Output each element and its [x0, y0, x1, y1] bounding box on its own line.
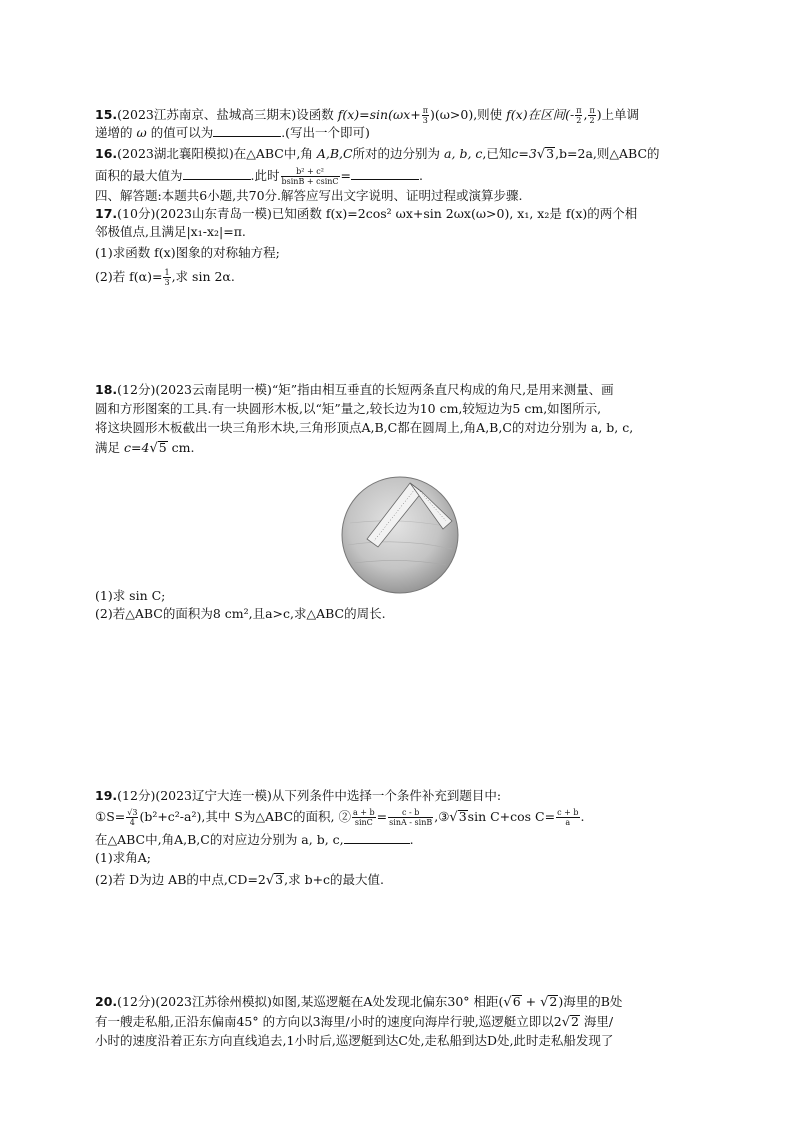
- q15-line1: 15.(2023江苏南京、盐城高三期末)设函数 f(x)=sin(ωx+ $\frac{\pi}{3}$ )(ω>0),则使 f(x)在区间(- $\frac{\pi}{2}$ , $\frac{\pi}{2}$ )上单调: [95, 106, 640, 125]
- q18-part2: (2)若△ABC的面积为8 cm²,且a>c,求△ABC的周长.: [95, 606, 386, 621]
- q19-condition-blank[interactable]: [344, 831, 410, 844]
- q15-line2: 递增的 ω 的值可以为 .(写出一个即可): [95, 125, 370, 140]
- q18-line3: 将这块圆形木板截出一块三角形木块,三角形顶点A,B,C都在圆周上,角A,B,C的对边分别为 a, b, c,: [95, 420, 634, 435]
- q16-fraction: $\frac{\text{b² + c²}}{bsinB + csinC}$: [281, 167, 339, 186]
- q16-line2: 面积的最大值为 .此时 $\frac{\text{b² + c²}}{bsinB + csinC}$ = .: [95, 167, 423, 186]
- q19-line1: 19.(12分)(2023辽宁大连一模)从下列条件中选择一个条件补充到题目中:: [95, 788, 502, 803]
- q20-line3: 小时的速度沿着正东方向直线追去,1小时后,巡逻艇到达C处,走私船到达D处,此时走私船发现了: [95, 1033, 614, 1048]
- q16-answer-blank-1[interactable]: [183, 167, 251, 180]
- q19-line3: 在△ABC中,角A,B,C的对应边分别为 a, b, c, .: [95, 832, 414, 847]
- q19-number: 19.: [95, 788, 118, 803]
- q17-line2: 邻极值点,且满足|x₁-x₂|=π.: [95, 224, 246, 239]
- q18-line4: 满足 c=4√5 cm.: [95, 440, 195, 456]
- circular-board-with-carpenter-square-image: [340, 475, 460, 595]
- q15-answer-blank[interactable]: [213, 124, 281, 137]
- section-4-heading: 四、解答题:本题共6小题,共70分.解答应写出文字说明、证明过程或演算步骤.: [95, 188, 523, 203]
- q17-line1: 17.(10分)(2023山东青岛一模)已知函数 f(x)=2cos² ωx+sin 2ωx(ω>0), x₁, x₂是 f(x)的两个相: [95, 206, 638, 221]
- q20-number: 20.: [95, 994, 118, 1009]
- q20-line1: 20.(12分)(2023江苏徐州模拟)如图,某巡逻艇在A处发现北偏东30° 相距(√6 + √2)海里的B处: [95, 994, 623, 1010]
- q16-answer-blank-2[interactable]: [351, 167, 419, 180]
- q19-part2: (2)若 D为边 AB的中点,CD=2√3,求 b+c的最大值.: [95, 872, 385, 888]
- q18-part1: (1)求 sin C;: [95, 588, 166, 603]
- q18-line1: 18.(12分)(2023云南昆明一模)“矩”指由相互垂直的长短两条直尺构成的角尺,是用来测量、画: [95, 382, 614, 397]
- q20-line2: 有一艘走私船,正沿东偏南45° 的方向以3海里/小时的速度向海岸行驶,巡逻艇立即以2√2 海里/: [95, 1014, 614, 1030]
- q17-part1: (1)求函数 f(x)图象的对称轴方程;: [95, 245, 280, 260]
- q17-part2: (2)若 f(α)= $\frac{1}{3}$ ,求 sin 2α.: [95, 268, 235, 287]
- q16-line1: 16.(2023湖北襄阳模拟)在△ABC中,角 A,B,C所对的边分别为 a, b, c,已知c=3√3,b=2a,则△ABC的: [95, 146, 660, 162]
- q15-number: 15.: [95, 107, 118, 122]
- q19-conditions: ①S= $\frac{√3}{4}$ (b²+c²-a²),其中 S为△ABC的面积, ② $\frac{a + b}{\sin C}$ = $\frac{c - b}{\sin A - \sin B}$ ,③√3sin C+cos C= $\frac{c + b}{a}$ .: [95, 808, 585, 827]
- q18-number: 18.: [95, 382, 118, 397]
- circular-board-figure: [340, 475, 460, 595]
- q18-line2: 圆和方形图案的工具.有一块圆形木板,以“矩”量之,较长边为10 cm,较短边为5 cm,如图所示,: [95, 401, 602, 416]
- q17-number: 17.: [95, 206, 118, 221]
- q19-part1: (1)求角A;: [95, 850, 151, 865]
- q16-number: 16.: [95, 146, 118, 161]
